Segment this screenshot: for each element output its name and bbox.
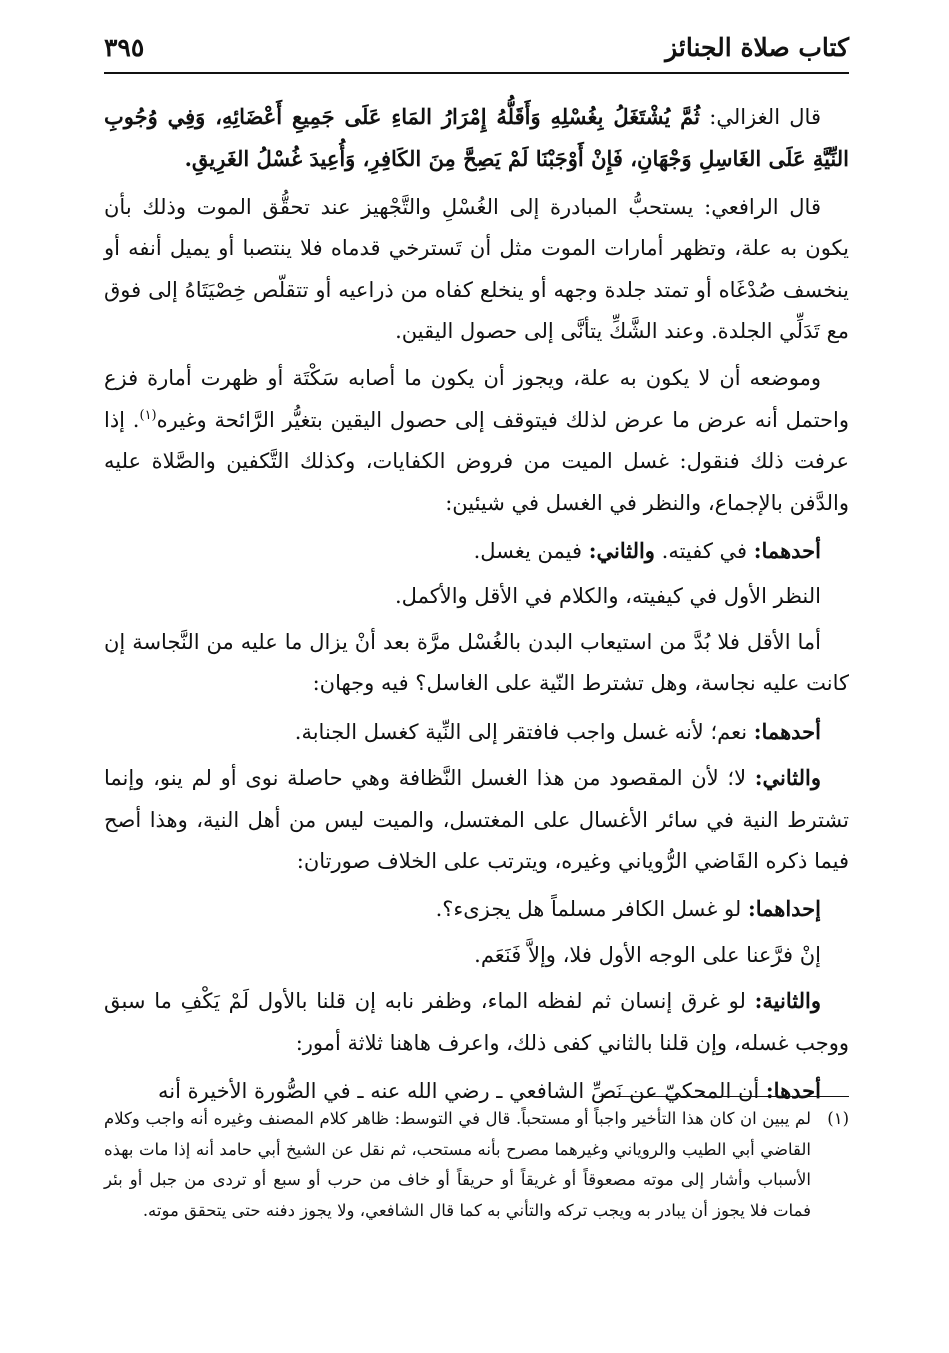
paragraph-two-aspects <box>104 530 849 572</box>
main-text <box>104 96 849 1118</box>
page-number: ٣٩٥ <box>104 32 145 62</box>
item-text: نعم؛ لأنه غسل واجب فافتقر إلى النِّية كغسل الجنابة. <box>294 719 748 744</box>
speaker-label: قال الغزالي: <box>709 105 821 129</box>
paragraph-second-opinion <box>104 757 849 882</box>
paragraph-text: النظر الأول في كيفيته، والكلام في الأقل والأكمل. <box>395 584 821 609</box>
paragraph-first-view <box>104 576 849 617</box>
paragraph-text: . إذا عرفت ذلك فنقول: غسل الميت من فروض الكفايات، وكذلك التَّكفين والصَّلاة عليه والدَّفن بالإجماع، والنظر في الغسل في شيئين: <box>104 407 849 515</box>
paragraph-first-opinion <box>104 711 849 753</box>
footnote-number: (١) <box>827 1109 849 1128</box>
paragraph-minimum <box>104 622 849 705</box>
paragraph-placement <box>104 358 849 524</box>
paragraph-text: أما الأقل فلا بُدَّ من استيعاب البدن بالغُسْل مرَّة بعد أنْ يزال ما عليه من النَّجاسة إن كانت عليه نجاسة، وهل تشترط النّية على الغاسل؟ فيه وجهان: <box>104 629 849 696</box>
paragraph-case-one <box>104 888 849 930</box>
item-text: فيمن يغسل. <box>473 539 583 564</box>
paragraph-ghazali <box>104 96 849 181</box>
item-text: أن المحكيّ عن نَصِّ الشافعي ـ رضي الله عنه ـ في الصُّورة الأخيرة أنه <box>158 1078 760 1103</box>
footnote <box>104 1104 849 1226</box>
item-label: والثاني: <box>754 765 822 791</box>
footnote-text: لم يبين ان كان هذا التأخير واجباً أو مستحباً. قال في التوسط: ظاهر كلام المصنف وغيره أنه واجب وكلام القاضي أبي الطيب والروياني وغيرهما مصرح بأنه مستحب، ثم نقل عن الشيخ أبي حامد أنه إذا مات بهذه الأسباب وأشار إلى موته مصعوقاً أو غريقاً أو حريقاً أو خاف من حرب أو سبع أو تردى من جبل أو بئر فمات فلا يجوز أن يبادر به ويجب تركه والتأني به كما قال الشافعي، ولا يجوز دفنه حتى يتحقق موته. <box>104 1109 811 1220</box>
page-header <box>104 22 849 74</box>
item-label: أحدها: <box>765 1077 821 1103</box>
item-text: لو غسل الكافر مسلماً هل يجزىء؟. <box>435 897 742 922</box>
item-label: أحدهما: <box>753 718 821 744</box>
item-text: لا؛ لأن المقصود من هذا الغسل النَّظافة وهي حاصلة نوى أو لم ينو، وإنما تشترط النية في سائر الأغسال على المغتسل، والميت ليس من أهل النية، وهذا أصح فيما ذكره القَاضي الرُّوياني وغيره، ويترتب على الخلاف صورتان: <box>104 766 849 873</box>
matn-text: ثُمَّ يُشْتَغَلُ بِغُسْلِهِ وَأَقَلُّهُ إِمْرَارُ المَاءِ عَلَى جَمِيعِ أَعْضَائِهِ، وَفِي وُجُوبِ النِّيَّةِ عَلَى الغَاسِلِ وَجْهَانِ، فَإِنْ أَوْجَبْنَا لَمْ يَصِحَّ مِنَ الكَافِرِ، وَأُعِيدَ غُسْلُ الغَرِيقِ. <box>104 104 849 172</box>
paragraph-case-two <box>104 980 849 1064</box>
item-label: والثاني: <box>588 538 655 564</box>
footnote-ref[interactable]: (١) <box>139 407 157 423</box>
footnote-divider <box>599 1096 849 1097</box>
paragraph-text: إنْ فرَّعنا على الوجه الأول فلا، وإلاَّ فَنَعَم. <box>474 942 821 967</box>
paragraph-text: وموضعه أن لا يكون به علة، ويجوز أن يكون ما أصابه سَكْتَة أو ظهرت أمارة فزع واحتمل أنه عرض ما عرض لذلك فيتوقف إلى حصول اليقين بتغيُّر الرَّائحة وغيره <box>104 366 849 432</box>
item-label: إحداهما: <box>747 896 821 922</box>
running-title: كتاب صلاة الجنائز <box>665 32 849 62</box>
paragraph-case-one-answer <box>104 935 849 976</box>
paragraph-rafii <box>104 187 849 353</box>
item-label: أحدهما: <box>753 538 821 564</box>
footnotes <box>104 1104 849 1226</box>
item-text: في كفيته. <box>661 539 748 564</box>
item-text: لو غرق إنسان ثم لفظه الماء، وظفر نابه إن قلنا بالأول لَمْ يَكْفِ ما سبق ووجب غسله، وإن قلنا بالثاني كفى ذلك، واعرف هاهنا ثلاثة أمور: <box>104 989 849 1055</box>
item-label: والثانية: <box>754 988 821 1014</box>
paragraph-text: قال الرافعي: يستحبُّ المبادرة إلى الغُسْلِ والتَّجْهيز عند تحقُّق الموت وذلك بأن يكون به علة، وتظهر أمارات الموت مثل أن تَسترخي قدماه فلا ينتصبا أو يميل أنفه أو ينخسف صُدْغَاه أو تمتد جلدة وجهه أو ينخلع كفاه من ذراعيه أو تتقلّص خِصْيَتَاهُ إلى فوق مع تَدَلِّي الجلدة. وعند الشَّكِّ يتأنَّى إلى حصول اليقين. <box>104 194 849 344</box>
